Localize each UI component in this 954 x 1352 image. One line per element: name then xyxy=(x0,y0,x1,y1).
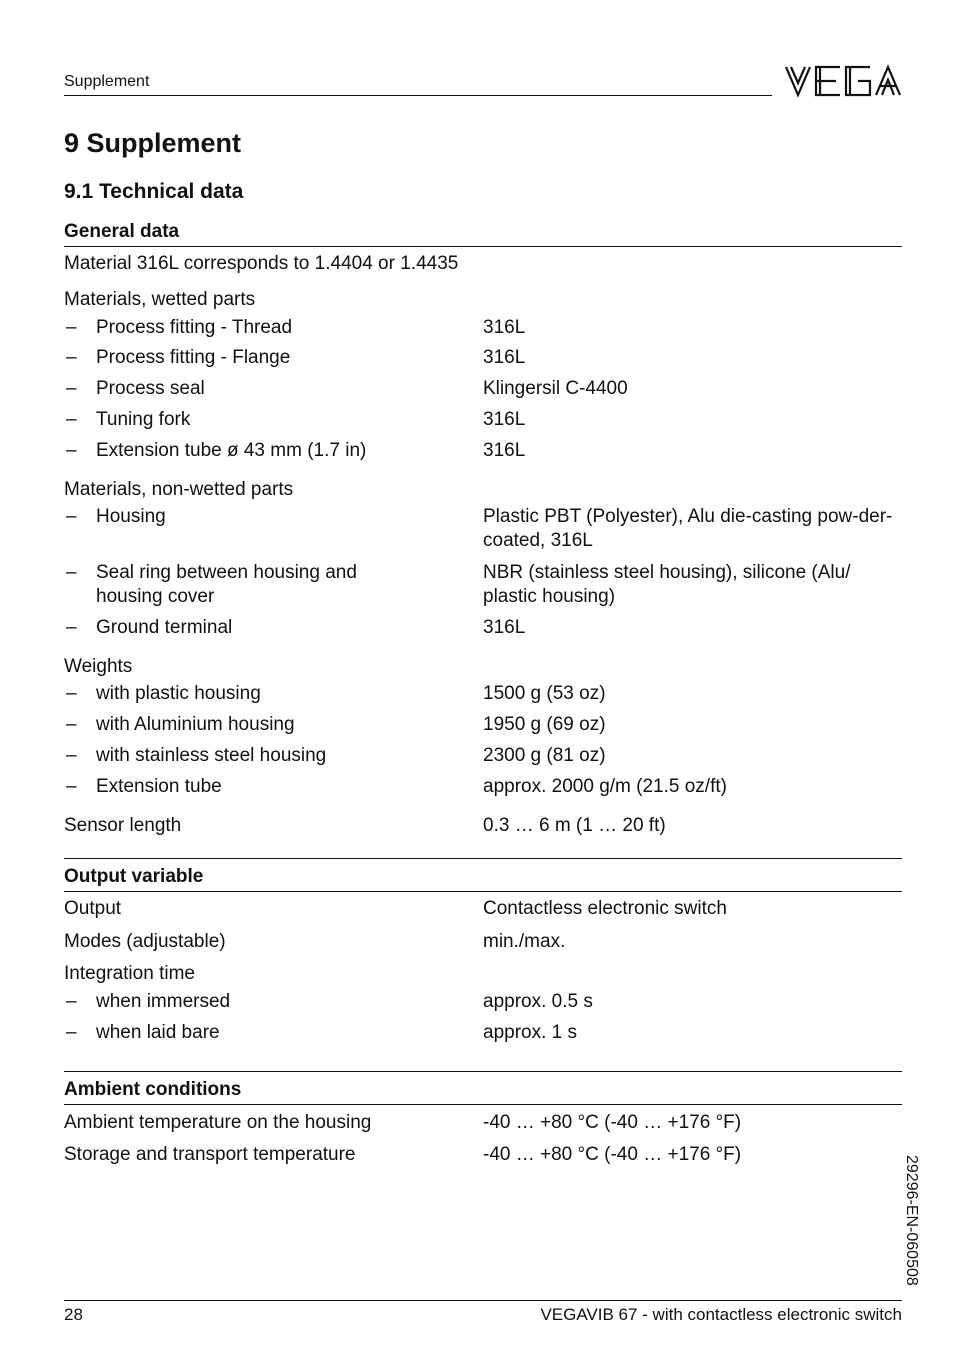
spec-label: with stainless steel housing xyxy=(96,745,327,766)
running-header: Supplement xyxy=(64,73,150,90)
list-dash: – xyxy=(66,991,77,1012)
spec-value: Contactless electronic switch xyxy=(483,898,727,919)
spec-value: 1950 g (69 oz) xyxy=(483,714,606,735)
wetted-parts-label: Materials, wetted parts xyxy=(64,289,256,310)
product-name: VEGAVIB 67 - with contactless electronic switch xyxy=(540,1305,902,1324)
spec-value: 316L xyxy=(483,440,526,461)
spec-label: Seal ring between housing and housing cover xyxy=(96,562,357,607)
spec-label: Tuning fork xyxy=(96,409,191,430)
vega-logo xyxy=(784,64,902,98)
spec-label: with plastic housing xyxy=(96,683,261,704)
spec-value: 0.3 … 6 m (1 … 20 ft) xyxy=(483,815,666,836)
spec-label: Sensor length xyxy=(64,815,182,836)
spec-value: 2300 g (81 oz) xyxy=(483,745,606,766)
spec-value: 316L xyxy=(483,409,526,430)
spec-value: min./max. xyxy=(483,931,566,952)
list-dash: – xyxy=(66,776,77,797)
spec-label: Extension tube ø 43 mm (1.7 in) xyxy=(96,440,367,461)
material-note-text: Material 316L corresponds to 1.4404 or 1.4435 xyxy=(64,253,459,274)
spec-label: Modes (adjustable) xyxy=(64,931,226,952)
spec-label: with Aluminium housing xyxy=(96,714,295,735)
section-title: 9.1 Technical data xyxy=(64,180,244,203)
footer-rule xyxy=(64,1300,902,1301)
list-dash: – xyxy=(66,440,77,461)
spec-value: NBR (stainless steel housing), silicone (Alu/ plastic housing) xyxy=(483,562,851,607)
spec-label: Process fitting - Thread xyxy=(96,317,293,338)
ambient-conditions-heading: Ambient conditions xyxy=(64,1079,242,1100)
section-rule xyxy=(64,891,902,892)
document-code: 29296-EN-060508 xyxy=(903,1155,920,1286)
section-rule xyxy=(64,246,902,247)
spec-value: 316L xyxy=(483,347,526,368)
header-rule xyxy=(64,95,772,96)
section-rule xyxy=(64,1071,902,1072)
spec-label: Extension tube xyxy=(96,776,222,797)
list-dash: – xyxy=(66,506,77,527)
section-rule xyxy=(64,1104,902,1105)
chapter-title: 9 Supplement xyxy=(64,128,242,158)
spec-value: -40 … +80 °C (-40 … +176 °F) xyxy=(483,1144,742,1165)
list-dash: – xyxy=(66,347,77,368)
list-dash: – xyxy=(66,378,77,399)
spec-label: Process fitting - Flange xyxy=(96,347,291,368)
spec-value: Plastic PBT (Polyester), Alu die-casting pow-der-coated, 316L xyxy=(483,506,893,551)
spec-value: approx. 1 s xyxy=(483,1022,577,1043)
general-data-heading: General data xyxy=(64,221,180,242)
spec-label: Process seal xyxy=(96,378,205,399)
list-dash: – xyxy=(66,317,77,338)
list-dash: – xyxy=(66,617,77,638)
list-dash: – xyxy=(66,745,77,766)
spec-value: approx. 0.5 s xyxy=(483,991,593,1012)
list-dash: – xyxy=(66,714,77,735)
list-dash: – xyxy=(66,683,77,704)
spec-label: Storage and transport temperature xyxy=(64,1144,356,1165)
output-variable-heading: Output variable xyxy=(64,866,204,887)
section-rule xyxy=(64,858,902,859)
list-dash: – xyxy=(66,562,77,583)
spec-value: approx. 2000 g/m (21.5 oz/ft) xyxy=(483,776,727,797)
spec-label: Ambient temperature on the housing xyxy=(64,1112,372,1133)
page-number: 28 xyxy=(64,1305,83,1324)
nonwetted-parts-label: Materials, non-wetted parts xyxy=(64,479,294,500)
spec-label: Output xyxy=(64,898,122,919)
integration-time-label: Integration time xyxy=(64,963,195,984)
spec-label: Ground terminal xyxy=(96,617,233,638)
spec-label: when immersed xyxy=(96,991,231,1012)
spec-label: when laid bare xyxy=(96,1022,220,1043)
spec-value: Klingersil C-4400 xyxy=(483,378,628,399)
spec-value: 316L xyxy=(483,317,526,338)
weights-label: Weights xyxy=(64,656,133,677)
spec-label: Housing xyxy=(96,506,166,527)
list-dash: – xyxy=(66,409,77,430)
list-dash: – xyxy=(66,1022,77,1043)
spec-value: -40 … +80 °C (-40 … +176 °F) xyxy=(483,1112,742,1133)
spec-value: 316L xyxy=(483,617,526,638)
spec-value: 1500 g (53 oz) xyxy=(483,683,606,704)
